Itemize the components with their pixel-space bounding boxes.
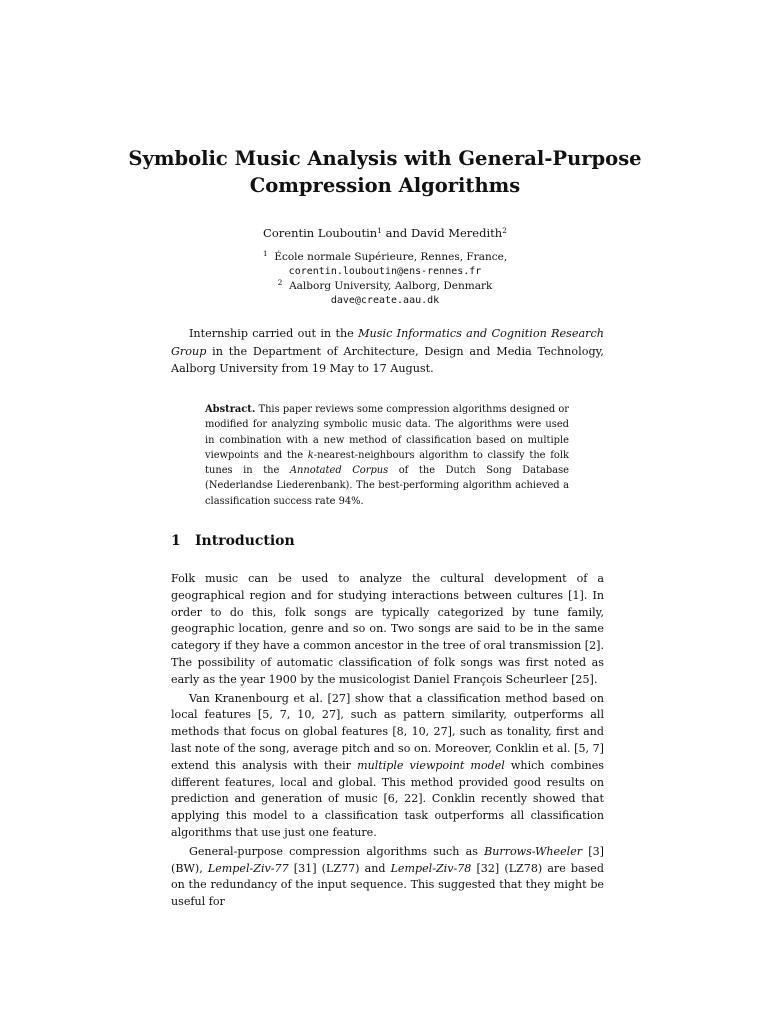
paragraph-2-b: which combines different features, local and global. This method provided good results on prediction and generation of music [6, 22]. Conklin recently showed that applying this model to a classification task outperforms all classification algorithms that use just one feature. xyxy=(171,758,604,839)
abstract-k: k xyxy=(307,449,314,461)
paragraph-3-a: General-purpose compression algorithms such as xyxy=(189,844,485,858)
author-2-affil-mark: 2 xyxy=(502,226,507,235)
note-group-name: Music Informatics and Cognition Research Group xyxy=(171,327,604,358)
paragraph-3-d: [32] (LZ78) are based on the redundancy of the input sequence. This suggested that they might be useful for xyxy=(171,861,604,909)
author-list xyxy=(0,226,770,240)
internship-note xyxy=(171,325,604,378)
paragraph-3-lz78: Lempel-Ziv-78 xyxy=(390,861,472,875)
paragraph-3-c: [31] (LZ77) and xyxy=(288,861,391,875)
paragraph-3-lz77: Lempel-Ziv-77 xyxy=(207,861,289,875)
affiliation-2 xyxy=(0,279,770,294)
section-title: Introduction xyxy=(195,533,295,549)
affiliation-1-text: École normale Supérieure, Rennes, France, xyxy=(274,251,508,263)
affiliation-1 xyxy=(0,250,770,265)
paragraph-2-a: Van Kranenbourg et al. [27] show that a classification method based on local features [5, 7, 10, 27], such as pattern similarity, outperforms all methods that focus on global features [8, 10, 27], such as tonality, first and last note of the song, average pitch and so on. Moreover, Conklin et al. [5, 7] extend this analysis with their xyxy=(171,691,604,772)
body-text xyxy=(171,571,604,913)
author-conjunction: and xyxy=(382,226,411,240)
abstract-text-3: of the Dutch Song Database (Nederlandse Liederenbank). The best-performing algorithm achieved a classification success rate 94%. xyxy=(205,465,569,507)
paragraph-3 xyxy=(171,844,604,911)
affiliations xyxy=(0,250,770,308)
affiliation-2-email[interactable]: dave@create.aau.dk xyxy=(330,294,440,306)
abstract-corpus: Annotated Corpus xyxy=(289,465,389,477)
section-heading xyxy=(171,533,295,549)
paragraph-1: Folk music can be used to analyze the cultural development of a geographical region and for studying interactions between cultures [1]. In order to do this, folk songs are typically categorized by tune family, geographic location, genre and so on. Two songs are said to be in the same category if they have a common ancestor in the tree of oral transmission [2]. The possibility of automatic classification of folk songs was first noted as early as the year 1900 by the musicologist Daniel François Scheurleer [25]. xyxy=(171,572,604,686)
paragraph-2 xyxy=(171,691,604,842)
note-post: in the Department of Architecture, Design and Media Technology, Aalborg University from 19 May to 17 August. xyxy=(171,344,604,375)
abstract xyxy=(205,402,569,509)
abstract-text-1: This paper reviews some compression algorithms designed or modified for analyzing symbolic music data. The algorithms were used in combination with a new method of classification based on multiple viewpoints and the xyxy=(205,404,569,461)
title-line-1: Symbolic Music Analysis with General-Purpose xyxy=(128,147,642,170)
paper-title xyxy=(0,145,770,199)
affiliation-1-email[interactable]: corentin.louboutin@ens-rennes.fr xyxy=(288,265,482,277)
affiliation-2-mark: 2 xyxy=(277,278,283,287)
affiliation-1-mark: 1 xyxy=(262,249,268,258)
author-2: David Meredith xyxy=(410,226,503,240)
author-1-affil-mark: 1 xyxy=(377,226,382,235)
affiliation-2-text: Aalborg University, Aalborg, Denmark xyxy=(289,280,493,292)
abstract-label: Abstract. xyxy=(205,404,256,415)
author-1: Corentin Louboutin xyxy=(263,226,378,240)
note-pre: Internship carried out in the xyxy=(189,327,359,340)
abstract-text-2: -nearest-neighbours algorithm to classify the folk tunes in the xyxy=(205,449,569,477)
section-number: 1 xyxy=(171,533,181,549)
paragraph-3-bw: Burrows-Wheeler xyxy=(484,844,583,858)
paragraph-2-italic: multiple viewpoint model xyxy=(357,758,505,772)
paragraph-3-b: [3] (BW), xyxy=(171,844,605,875)
title-line-2: Compression Algorithms xyxy=(249,174,521,197)
